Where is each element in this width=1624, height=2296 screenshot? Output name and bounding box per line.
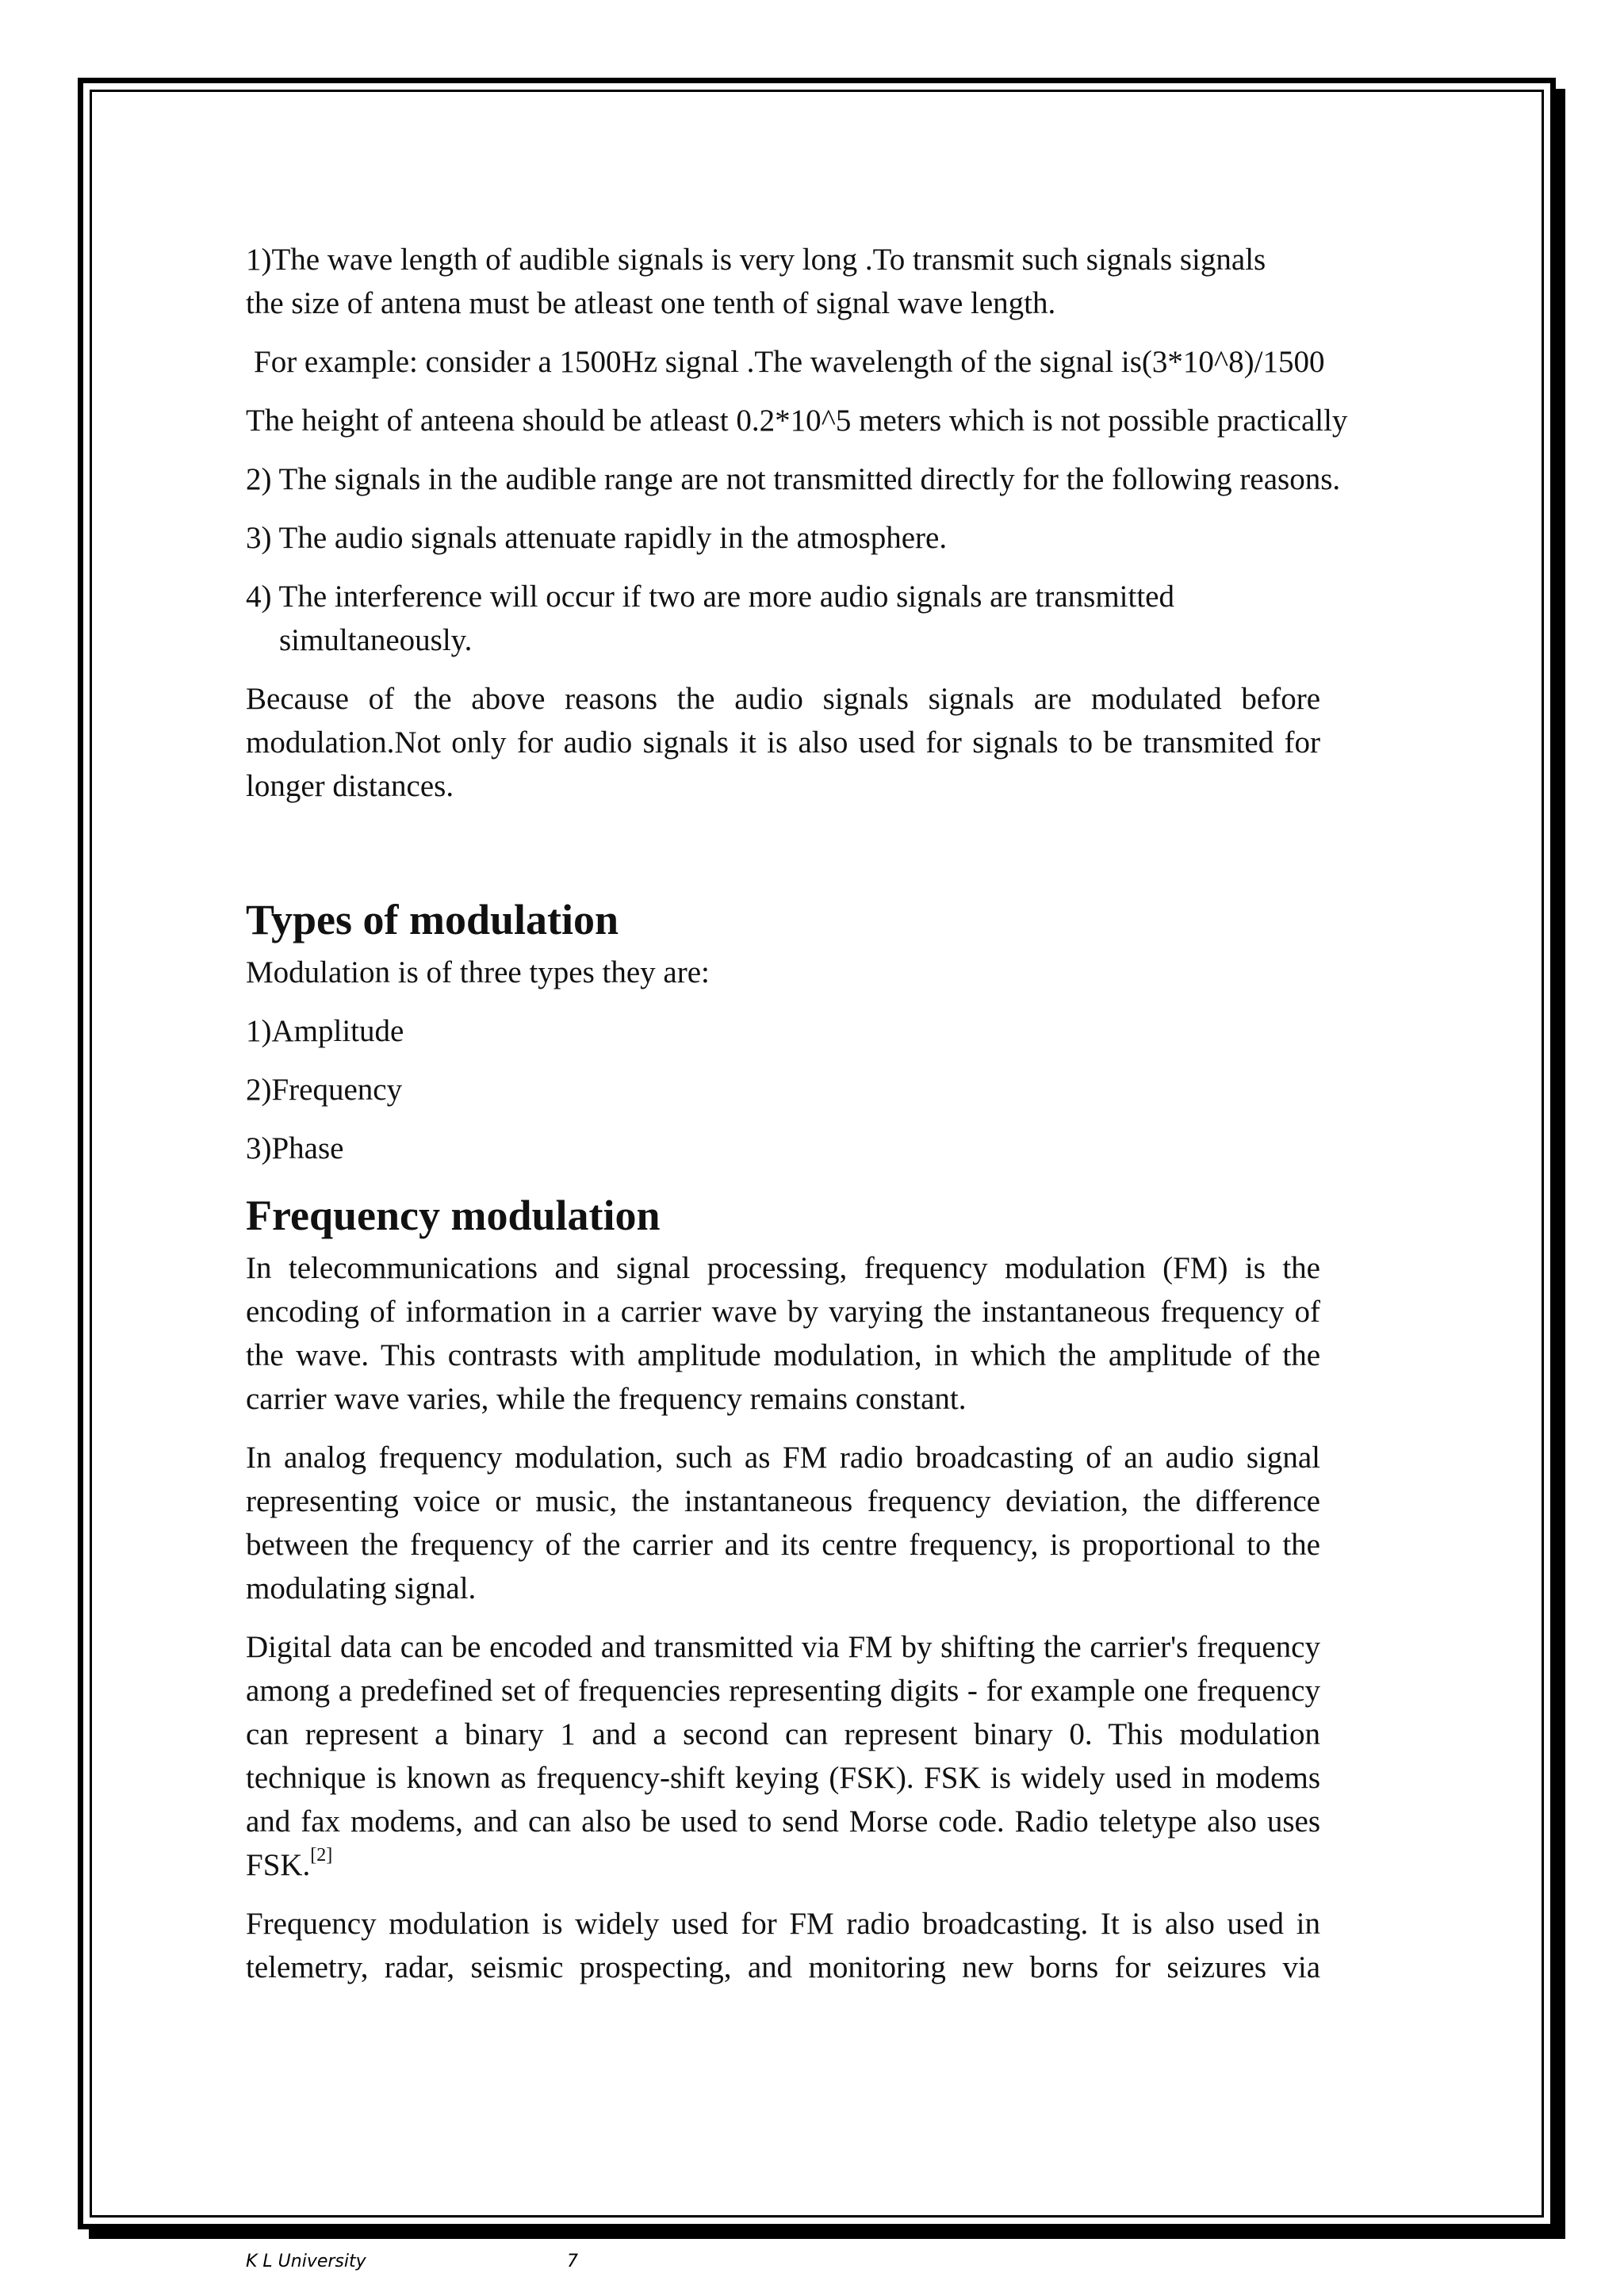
footer-page-number: 7	[567, 2252, 578, 2271]
fm-paragraph-2: In analog frequency modulation, such as FM radio broadcasting of an audio signal representing voice or music, the instantaneous frequency deviation, the difference between the frequency of the carrier and its centre frequency, is proportional to the modulating signal.	[246, 1441, 1320, 1605]
types-item-frequency: 2)Frequency	[246, 1073, 403, 1107]
fm-heading: Frequency modulation	[246, 1192, 661, 1239]
footer-institution: K L University	[246, 2252, 366, 2271]
types-intro: Modulation is of three types they are:	[246, 955, 710, 989]
intro-point4: 4) The interference will occur if two are more audio signals are transmitted simultaneously.	[246, 580, 1174, 657]
fm-citation: [2]	[310, 1845, 333, 1866]
intro-point2: 2) The signals in the audible range are not transmitted directly for the following reasons.	[246, 462, 1341, 496]
fm-paragraph-4: Frequency modulation is widely used for FM radio broadcasting. It is also used in telemetry, radar, seismic prospecting, and monitoring new borns for seizures via	[246, 1907, 1320, 1984]
intro-point1-line2: the size of antena must be atleast one tenth of signal wave length.	[246, 286, 1056, 320]
fm-paragraph-3-text: Digital data can be encoded and transmitted via FM by shifting the carrier's frequency among a predefined set of frequencies representing digits - for example one frequency can represent a binary 1 and a second can represent binary 0. This modulation technique is known as frequency-shift keying (FSK). FSK is widely used in modems and fax modems, and can also be used to send Morse code. Radio teletype also uses FSK.	[246, 1630, 1320, 1882]
fm-paragraph-1: In telecommunications and signal processing, frequency modulation (FM) is the encoding of information in a carrier wave by varying the instantaneous frequency of the wave. This contrasts with amplitude modulation, in which the amplitude of the carrier wave varies, while the frequency remains constant.	[246, 1251, 1320, 1416]
types-item-phase: 3)Phase	[246, 1131, 344, 1165]
page-footer	[246, 2252, 578, 2271]
types-item-amplitude: 1)Amplitude	[246, 1014, 404, 1048]
fm-paragraph-3	[246, 1625, 1320, 1887]
types-heading: Types of modulation	[246, 896, 619, 943]
intro-antenna-height: The height of anteena should be atleast 0.2*10^5 meters which is not possible practically	[246, 404, 1348, 438]
intro-conclusion: Because of the above reasons the audio signals signals are modulated before modulation.Not only for audio signals it is also used for signals to be transmited for longer distances.	[246, 682, 1320, 803]
intro-point1-line1: 1)The wave length of audible signals is very long .To transmit such signals signals	[246, 243, 1266, 277]
intro-example: For example: consider a 1500Hz signal .The wavelength of the signal is(3*10^8)/1500	[254, 345, 1325, 379]
intro-point3: 3) The audio signals attenuate rapidly in the atmosphere.	[246, 521, 948, 555]
page-content	[246, 238, 1427, 2004]
